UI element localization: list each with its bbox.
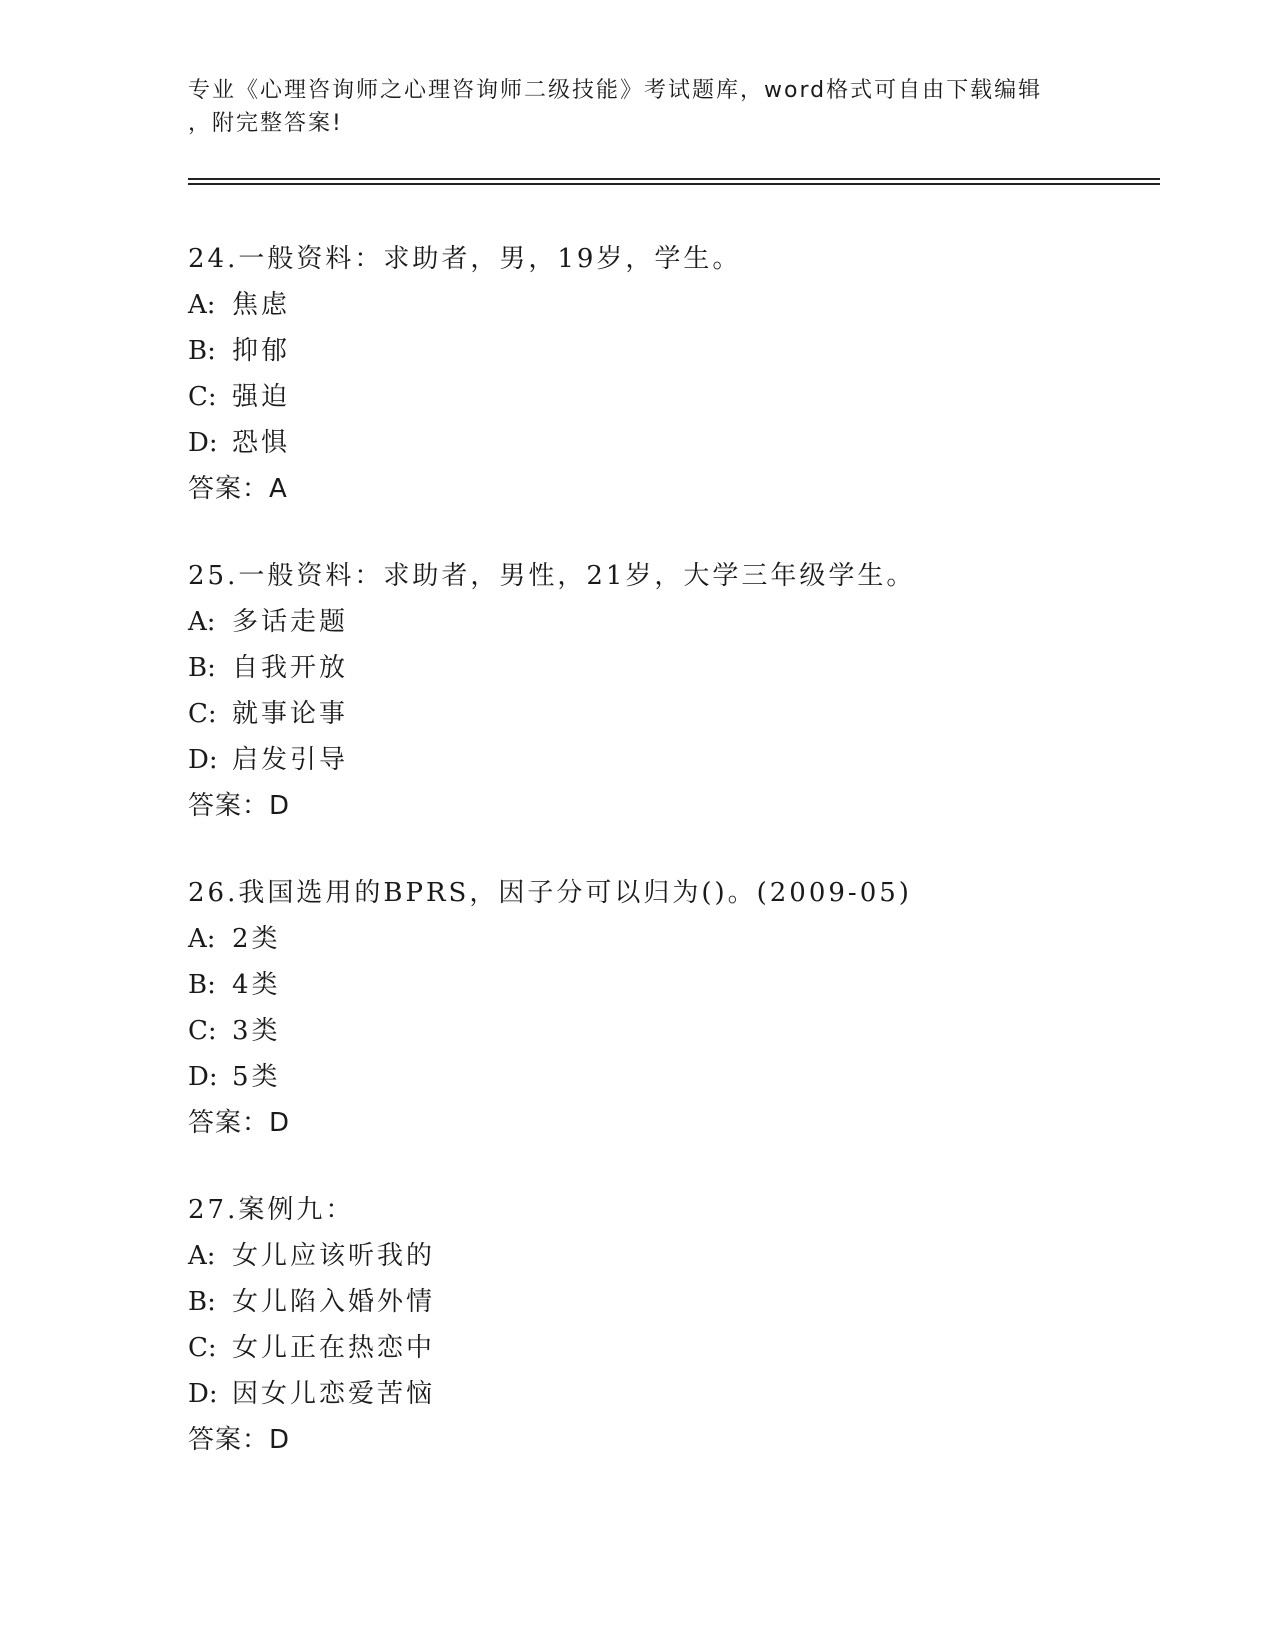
option-c [188, 1008, 1148, 1054]
option-d [188, 1054, 1148, 1100]
option-a [188, 1233, 1148, 1279]
option-key: C: [188, 382, 217, 412]
option-key: A: [188, 924, 216, 954]
option-a [188, 282, 1148, 328]
option-key: C: [188, 1333, 217, 1363]
option-text: 抑郁 [232, 336, 291, 366]
option-b [188, 962, 1148, 1008]
document-header [188, 74, 1068, 140]
option-a [188, 916, 1148, 962]
option-a [188, 599, 1148, 645]
option-key: B: [188, 336, 216, 366]
answer-line: 答案：D [188, 1108, 291, 1138]
answer-line: 答案：A [188, 474, 288, 504]
option-key: D: [188, 1379, 218, 1409]
option-text: 焦虑 [232, 290, 291, 320]
question-title: 26.我国选用的BPRS，因子分可以归为()。(2009-05) [188, 878, 912, 908]
option-d [188, 737, 1148, 783]
option-text: 因女儿恋爱苦恼 [232, 1379, 436, 1409]
option-key: A: [188, 290, 216, 320]
option-text: 多话走题 [232, 607, 349, 637]
answer-line: 答案：D [188, 791, 291, 821]
option-key: D: [188, 428, 218, 458]
option-text: 3类 [232, 1016, 281, 1046]
option-text: 2类 [232, 924, 281, 954]
option-d [188, 420, 1148, 466]
option-key: A: [188, 607, 216, 637]
option-text: 女儿陷入婚外情 [232, 1287, 436, 1317]
option-text: 就事论事 [232, 699, 349, 729]
answer-line: 答案：D [188, 1425, 291, 1455]
question-26 [188, 870, 1148, 1146]
option-key: A: [188, 1241, 216, 1271]
question-24 [188, 236, 1148, 512]
option-b [188, 645, 1148, 691]
option-c [188, 374, 1148, 420]
option-key: C: [188, 699, 217, 729]
question-title: 24.一般资料：求助者，男，19岁，学生。 [188, 244, 742, 274]
option-key: B: [188, 1287, 216, 1317]
option-text: 女儿应该听我的 [232, 1241, 436, 1271]
option-key: D: [188, 745, 218, 775]
question-27 [188, 1187, 1148, 1463]
header-line-1: 专业《心理咨询师之心理咨询师二级技能》考试题库，word格式可自由下载编辑 [188, 78, 1043, 103]
option-key: B: [188, 653, 216, 683]
option-key: D: [188, 1062, 218, 1092]
option-text: 女儿正在热恋中 [232, 1333, 436, 1363]
option-c [188, 691, 1148, 737]
option-key: C: [188, 1016, 217, 1046]
question-title: 27.案例九： [188, 1195, 355, 1225]
option-c [188, 1325, 1148, 1371]
header-divider-bottom [188, 183, 1160, 185]
header-divider-top [188, 178, 1160, 180]
question-25 [188, 553, 1148, 829]
option-text: 强迫 [232, 382, 291, 412]
option-b [188, 1279, 1148, 1325]
question-list [188, 236, 1148, 1504]
option-d [188, 1371, 1148, 1417]
option-text: 5类 [232, 1062, 281, 1092]
option-text: 启发引导 [232, 745, 349, 775]
question-title: 25.一般资料：求助者，男性，21岁，大学三年级学生。 [188, 561, 916, 591]
option-key: B: [188, 970, 216, 1000]
option-text: 恐惧 [232, 428, 291, 458]
option-b [188, 328, 1148, 374]
option-text: 4类 [232, 970, 281, 1000]
header-line-2: ，附完整答案! [188, 111, 343, 136]
option-text: 自我开放 [232, 653, 349, 683]
